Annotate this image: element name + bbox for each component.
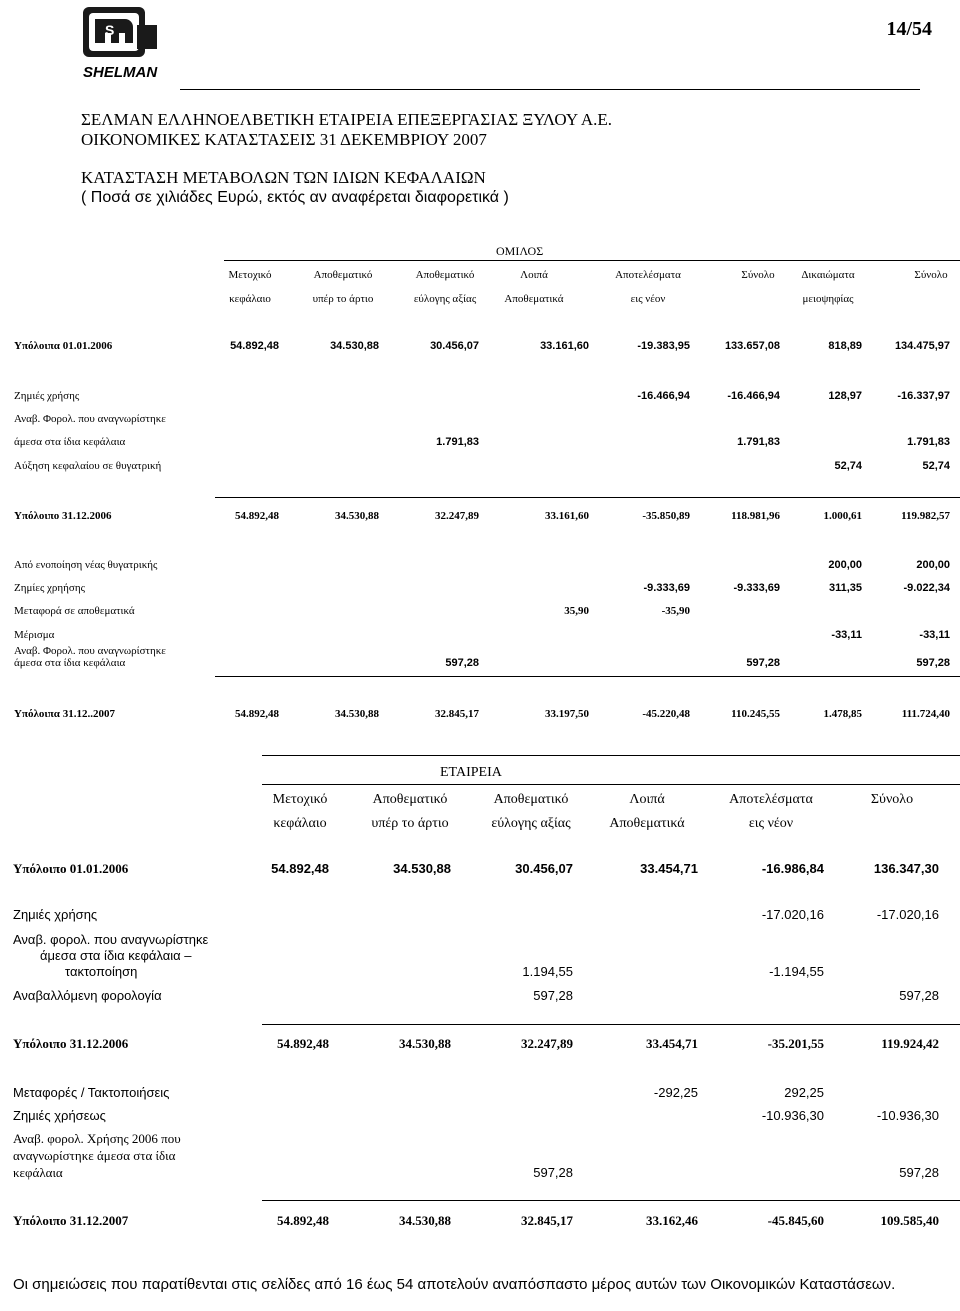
- table-cell: 597,28: [916, 657, 950, 669]
- report-title: ΚΑΤΑΣΤΑΣΗ ΜΕΤΑΒΟΛΩΝ ΤΩΝ ΙΔΙΩΝ ΚΕΦΑΛΑΙΩΝ: [81, 168, 486, 187]
- table-cell: -10.936,30: [876, 1108, 939, 1123]
- column-header: κεφάλαιο: [273, 816, 327, 831]
- column-header: Αποθεματικά: [609, 816, 685, 831]
- header-rule: [180, 89, 920, 90]
- table-cell: 32.247,89: [521, 1036, 573, 1051]
- column-header: Σύνολο: [914, 269, 948, 281]
- table-cell: 119.982,57: [901, 510, 950, 522]
- company-table-title: ΕΤΑΙΡΕΙΑ: [440, 765, 502, 780]
- group-row-label: Μέρισμα: [14, 629, 55, 641]
- table-cell: -17.020,16: [876, 907, 939, 922]
- group-row-label: Μεταφορά σε αποθεματικά: [14, 605, 135, 617]
- table-cell: 597,28: [445, 657, 479, 669]
- column-header: υπέρ το άρτιο: [312, 293, 374, 305]
- table-cell: 597,28: [533, 988, 573, 1003]
- table-cell: 52,74: [922, 460, 950, 472]
- group-row-label: Υπόλοιπα 31.12..2007: [14, 708, 115, 720]
- table-cell: 818,89: [828, 340, 862, 352]
- company-row-label: Ζημιές χρήσης: [13, 907, 98, 922]
- column-header: Αποτελέσματα: [615, 269, 681, 281]
- table-cell: 34.530,88: [399, 1036, 451, 1051]
- footer-note: Οι σημειώσεις που παρατίθενται στις σελίδες από 16 έως 54 αποτελούν αναπόσπαστο μέρος αυτών των Οικονομικών Καταστάσεων.: [13, 1276, 896, 1293]
- table-cell: 134.475,97: [894, 340, 950, 352]
- table-cell: 30.456,07: [430, 340, 479, 352]
- table-cell: 33.161,60: [545, 510, 589, 522]
- group-row-label: Υπόλοιπα 01.01.2006: [14, 340, 113, 352]
- table-cell: 54.892,48: [277, 1213, 329, 1228]
- units-note: ( Ποσά σε χιλιάδες Ευρώ, εκτός αν αναφέρεται διαφορετικά ): [81, 189, 509, 206]
- company-row-label: Υπόλοιπο 31.12.2006: [13, 1036, 129, 1051]
- table-cell: 200,00: [828, 559, 862, 571]
- company-row-label: αναγνωρίστηκε άμεσα στα ίδια: [13, 1148, 176, 1163]
- table-cell: 34.530,88: [393, 861, 451, 876]
- table-cell: 34.530,88: [335, 510, 379, 522]
- table-cell: 597,28: [533, 1165, 573, 1180]
- table-cell: 1.478,85: [823, 708, 862, 720]
- column-header: Αποτελέσματα: [729, 792, 813, 807]
- company-logo: [81, 5, 165, 81]
- company-row-label: Αναβ. φορολ. Χρήσης 2006 που: [13, 1131, 181, 1146]
- column-header: υπέρ το άρτιο: [371, 816, 449, 831]
- table-cell: 54.892,48: [235, 708, 279, 720]
- table-cell: 1.791,83: [737, 436, 780, 448]
- table-cell: -17.020,16: [761, 907, 824, 922]
- table-cell: 200,00: [916, 559, 950, 571]
- group-row-label: Αναβ. Φορολ. που αναγνωρίστηκε: [14, 413, 166, 425]
- table-cell: 311,35: [828, 582, 862, 594]
- table-cell: -16.337,97: [897, 390, 950, 402]
- group-table-title: ΟΜΙΛΟΣ: [496, 244, 544, 258]
- table-cell: -33,11: [831, 629, 862, 641]
- table-cell: -16.466,94: [727, 390, 780, 402]
- table-cell: 54.892,48: [235, 510, 279, 522]
- table-cell: 128,97: [828, 390, 862, 402]
- svg-text:S: S: [105, 22, 115, 38]
- column-header: Μετοχικό: [272, 792, 328, 807]
- table-cell: 1.791,83: [436, 436, 479, 448]
- group-row-label: Ζημίες χρηήσης: [14, 582, 85, 594]
- table-cell: 109.585,40: [880, 1213, 939, 1228]
- group-subtotal-rule: [215, 497, 960, 498]
- table-cell: 33.454,71: [640, 861, 698, 876]
- company-subtotal-rule: [262, 1024, 960, 1025]
- company-row-label: τακτοποίηση: [65, 964, 138, 979]
- table-cell: 34.530,88: [330, 340, 379, 352]
- table-cell: -35.201,55: [767, 1036, 824, 1051]
- table-cell: 34.530,88: [335, 708, 379, 720]
- company-row-label: Υπόλοιπο 01.01.2006: [13, 861, 129, 876]
- table-cell: -9.022,34: [903, 582, 950, 594]
- table-cell: 32.845,17: [435, 708, 479, 720]
- table-cell: 597,28: [899, 988, 939, 1003]
- table-cell: 1.791,83: [907, 436, 950, 448]
- group-row-label: άμεσα στα ίδια κεφάλαια: [14, 436, 126, 448]
- table-cell: 133.657,08: [724, 340, 780, 352]
- company-row-label: άμεσα στα ίδια κεφάλαια –: [40, 948, 192, 963]
- table-cell: 597,28: [899, 1165, 939, 1180]
- column-header: εύλογης αξίας: [491, 816, 571, 831]
- column-header: Λοιπά: [520, 269, 548, 281]
- column-header: Αποθεματικό: [493, 792, 569, 807]
- table-cell: -10.936,30: [761, 1108, 824, 1123]
- company-row-label: Υπόλοιπο 31.12.2007: [13, 1213, 129, 1228]
- table-cell: -1.194,55: [769, 964, 824, 979]
- table-cell: 54.892,48: [230, 340, 279, 352]
- group-row-label: Αύξηση κεφαλαίου σε θυγατρική: [14, 460, 162, 472]
- table-cell: 52,74: [834, 460, 862, 472]
- column-header: κεφάλαιο: [229, 293, 271, 305]
- company-subtotal-rule: [262, 1200, 960, 1201]
- table-cell: 1.194,55: [522, 964, 573, 979]
- table-cell: -9.333,69: [643, 582, 690, 594]
- page-number: 14/54: [886, 18, 932, 40]
- company-title-rule: [262, 784, 960, 785]
- company-row-label: Ζημιές χρήσεως: [13, 1108, 106, 1123]
- group-row-label: Ζημιές χρήσης: [14, 390, 80, 402]
- column-header: μειοψηφίας: [802, 293, 854, 305]
- column-header: εύλογης αξίας: [413, 293, 477, 305]
- group-subtotal-rule: [215, 676, 960, 677]
- svg-text:SHELMAN: SHELMAN: [83, 64, 158, 81]
- company-top-rule: [262, 755, 960, 756]
- title-block: [81, 110, 612, 208]
- table-cell: 292,25: [784, 1085, 824, 1100]
- column-header: Σύνολο: [741, 269, 775, 281]
- group-row-label: Αναβ. Φορολ. που αναγνωρίστηκε: [14, 645, 166, 657]
- table-cell: 35,90: [564, 605, 589, 617]
- column-header: εις νέον: [630, 293, 666, 305]
- table-cell: -35,90: [661, 605, 690, 617]
- statements-title: ΟΙΚΟΝΟΜΙΚΕΣ ΚΑΤΑΣΤΑΣΕΙΣ 31 ΔΕΚΕΜΒΡΙΟΥ 2007: [81, 130, 487, 149]
- table-cell: -292,25: [653, 1085, 698, 1100]
- column-header: εις νέον: [748, 816, 794, 831]
- table-cell: 118.981,96: [731, 510, 780, 522]
- group-row-label: Υπόλοιπο 31.12.2006: [14, 510, 112, 522]
- table-cell: 33.161,60: [540, 340, 589, 352]
- table-cell: -45.220,48: [642, 708, 690, 720]
- table-cell: 33.197,50: [545, 708, 589, 720]
- table-cell: 110.245,55: [731, 708, 780, 720]
- table-cell: -9.333,69: [733, 582, 780, 594]
- table-cell: 54.892,48: [277, 1036, 329, 1051]
- table-cell: -35.850,89: [642, 510, 690, 522]
- column-header: Σύνολο: [870, 792, 914, 807]
- column-header: Μετοχικό: [228, 269, 272, 281]
- column-header: Αποθεματικό: [372, 792, 448, 807]
- group-row-label: άμεσα στα ίδια κεφάλαια: [14, 657, 126, 669]
- table-cell: 54.892,48: [271, 861, 329, 876]
- table-cell: 33.162,46: [646, 1213, 698, 1228]
- column-header: Αποθεματικό: [415, 269, 475, 281]
- company-row-label: Αναβαλλόμενη φορολογία: [13, 988, 162, 1003]
- company-row-label: Μεταφορές / Τακτοποιήσεις: [13, 1085, 170, 1100]
- column-header: Αποθεματικό: [313, 269, 373, 281]
- table-cell: -45.845,60: [767, 1213, 824, 1228]
- table-cell: -16.986,84: [761, 861, 824, 876]
- table-cell: 119.924,42: [881, 1036, 939, 1051]
- table-cell: 136.347,30: [873, 861, 939, 876]
- table-cell: 33.454,71: [646, 1036, 698, 1051]
- column-header: Λοιπά: [629, 792, 665, 807]
- company-row-label: κεφάλαια: [13, 1165, 63, 1180]
- table-cell: 32.247,89: [435, 510, 479, 522]
- column-header: Δικαιώματα: [801, 269, 855, 281]
- table-cell: 597,28: [746, 657, 780, 669]
- column-header: Αποθεματικά: [504, 293, 564, 305]
- table-cell: 34.530,88: [399, 1213, 451, 1228]
- company-row-label: Αναβ. φορολ. που αναγνωρίστηκε: [13, 932, 209, 947]
- table-cell: 30.456,07: [515, 861, 573, 876]
- table-cell: -33,11: [919, 629, 950, 641]
- table-cell: 1.000,61: [823, 510, 862, 522]
- table-cell: 111.724,40: [901, 708, 950, 720]
- table-cell: -16.466,94: [637, 390, 690, 402]
- group-title-rule: [224, 260, 960, 261]
- group-row-label: Από ενοποίηση νέας θυγατρικής: [14, 559, 158, 571]
- table-cell: -19.383,95: [637, 340, 690, 352]
- company-title: ΣΕΛΜΑΝ ΕΛΛΗΝΟΕΛΒΕΤΙΚΗ ΕΤΑΙΡΕΙΑ ΕΠΕΞΕΡΓΑΣΙΑΣ ΞΥΛΟΥ Α.Ε.: [81, 110, 612, 129]
- table-cell: 32.845,17: [521, 1213, 573, 1228]
